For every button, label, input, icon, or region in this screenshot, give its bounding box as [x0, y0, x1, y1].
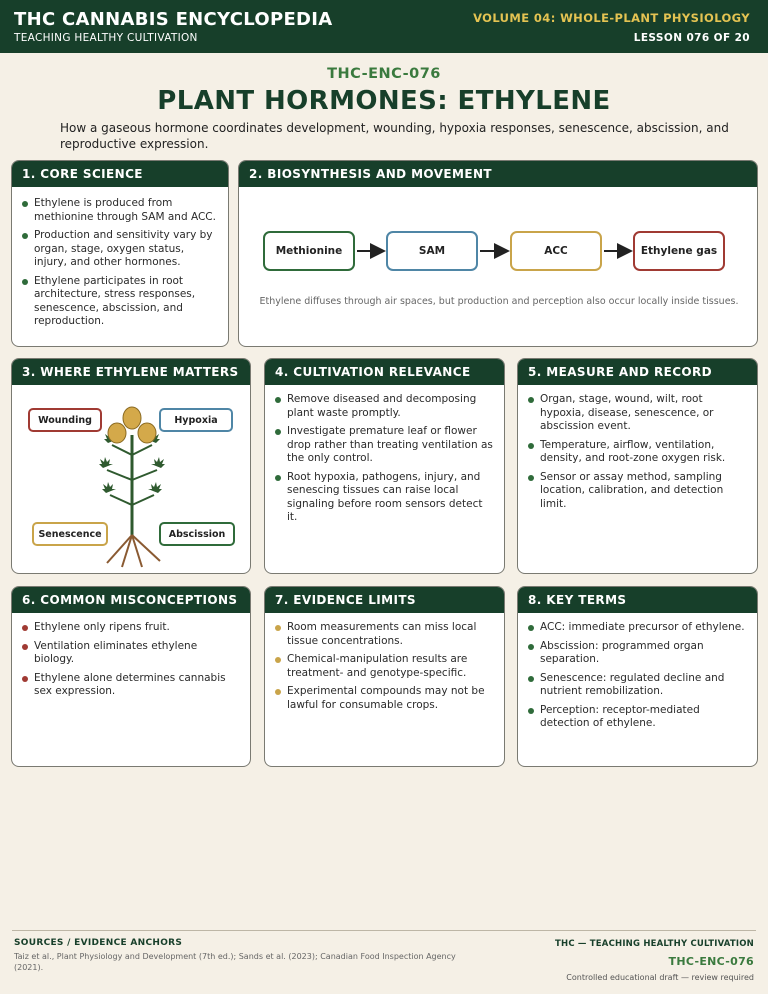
bullet-list	[12, 613, 250, 699]
bullet-list	[265, 613, 504, 712]
card-measure-and-record	[517, 358, 758, 574]
card-title: 3. WHERE ETHYLENE MATTERS	[12, 359, 250, 385]
bullet-list	[12, 187, 228, 329]
flow-note: Ethylene diffuses through air spaces, but production and perception also occur locally inside tissues.	[259, 296, 739, 307]
brand-tagline: TEACHING HEALTHY CULTIVATION	[14, 32, 198, 44]
bullet-list	[265, 385, 504, 525]
card-evidence-limits	[264, 586, 505, 767]
bullet-icon	[275, 475, 281, 481]
list-item: Organ, stage, wound, wilt, root hypoxia, disease, senescence, or abscission event.	[528, 393, 747, 434]
list-item: Remove diseased and decomposing plant waste promptly.	[275, 393, 494, 420]
bullet-icon	[22, 625, 28, 631]
bullet-icon	[275, 397, 281, 403]
bullet-list	[518, 385, 757, 511]
top-banner	[0, 0, 768, 53]
bullet-icon	[275, 625, 281, 631]
list-item: Room measurements can miss local tissue concentrations.	[275, 621, 494, 648]
list-item: Ethylene alone determines cannabis sex expression.	[22, 672, 240, 699]
list-item: Ethylene only ripens fruit.	[22, 621, 240, 635]
footer-code: THC-ENC-076	[668, 955, 754, 968]
card-biosynthesis	[238, 160, 758, 347]
flow-arrows	[239, 161, 758, 347]
intro-text: How a gaseous hormone coordinates development, wounding, hypoxia responses, senescence, abscission, and reproductive expression.	[60, 121, 729, 151]
sources-text: Taiz et al., Plant Physiology and Development (7th ed.); Sands et al. (2023); Canadian Food Inspection Agency (2021).	[14, 952, 456, 972]
bullet-icon	[528, 397, 534, 403]
card-core-science	[11, 160, 229, 347]
card-title: 2. BIOSYNTHESIS AND MOVEMENT	[239, 161, 757, 187]
card-title: 5. MEASURE AND RECORD	[518, 359, 757, 385]
list-item: Temperature, airflow, ventilation, density, and root-zone oxygen risk.	[528, 439, 747, 466]
bullet-icon	[22, 676, 28, 682]
card-title: 7. EVIDENCE LIMITS	[265, 587, 504, 613]
document-code: THC-ENC-076	[327, 66, 441, 82]
card-where-ethylene-matters	[11, 358, 251, 574]
card-title: 4. CULTIVATION RELEVANCE	[265, 359, 504, 385]
list-item: Ethylene is produced from methionine through SAM and ACC.	[22, 197, 218, 224]
list-item: Chemical-manipulation results are treatment- and genotype-specific.	[275, 653, 494, 680]
sources-heading: SOURCES / EVIDENCE ANCHORS	[14, 938, 183, 948]
list-item: Production and sensitivity vary by organ, stage, oxygen status, injury, and other hormones.	[22, 229, 218, 270]
tag-wounding: Wounding	[28, 408, 102, 432]
card-title: 8. KEY TERMS	[518, 587, 757, 613]
flow-diagram	[239, 161, 758, 347]
list-item: Sensor or assay method, sampling location, calibration, and detection limit.	[528, 471, 747, 512]
card-title: 1. CORE SCIENCE	[12, 161, 228, 187]
card-cultivation-relevance	[264, 358, 505, 574]
list-item: Experimental compounds may not be lawful for consumable crops.	[275, 685, 494, 712]
bullet-icon	[528, 475, 534, 481]
card-title: 6. COMMON MISCONCEPTIONS	[12, 587, 250, 613]
list-item: Investigate premature leaf or flower drop rather than treating ventilation as the only control.	[275, 425, 494, 466]
flow-step-acc: ACC	[510, 231, 602, 271]
bullet-icon	[275, 429, 281, 435]
list-item: Abscission: programmed organ separation.	[528, 640, 747, 667]
list-item: ACC: immediate precursor of ethylene.	[528, 621, 747, 635]
tag-senescence: Senescence	[32, 522, 108, 546]
footer-divider	[12, 930, 756, 931]
bullet-icon	[275, 689, 281, 695]
brand-title: THC CANNABIS ENCYCLOPEDIA	[14, 9, 333, 30]
bullet-icon	[275, 657, 281, 663]
page-title: PLANT HORMONES: ETHYLENE	[157, 86, 611, 116]
bullet-icon	[22, 644, 28, 650]
list-item: Perception: receptor-mediated detection of ethylene.	[528, 704, 747, 731]
card-common-misconceptions	[11, 586, 251, 767]
bullet-list	[518, 613, 757, 731]
lesson-counter: LESSON 076 OF 20	[633, 32, 750, 44]
list-item: Ethylene participates in root architecture, stress responses, senescence, abscission, and reproduction.	[22, 275, 218, 329]
bullet-icon	[22, 279, 28, 285]
list-item: Senescence: regulated decline and nutrient remobilization.	[528, 672, 747, 699]
bullet-icon	[528, 676, 534, 682]
flow-step-sam: SAM	[386, 231, 478, 271]
tag-abscission: Abscission	[159, 522, 235, 546]
list-item: Ventilation eliminates ethylene biology.	[22, 640, 240, 667]
footer-status: Controlled educational draft — review required	[566, 973, 754, 982]
card-key-terms	[517, 586, 758, 767]
footer-org: THC — TEACHING HEALTHY CULTIVATION	[555, 939, 754, 949]
flow-step-methionine: Methionine	[263, 231, 355, 271]
volume-label: VOLUME 04: WHOLE-PLANT PHYSIOLOGY	[473, 11, 750, 25]
flow-step-ethylene: Ethylene gas	[633, 231, 725, 271]
tag-hypoxia: Hypoxia	[159, 408, 233, 432]
bullet-icon	[528, 443, 534, 449]
bullet-icon	[22, 201, 28, 207]
bullet-icon	[22, 233, 28, 239]
bullet-icon	[528, 625, 534, 631]
bullet-icon	[528, 644, 534, 650]
list-item: Root hypoxia, pathogens, injury, and senescing tissues can raise local signaling before room sensors detect it.	[275, 471, 494, 525]
bullet-icon	[528, 708, 534, 714]
